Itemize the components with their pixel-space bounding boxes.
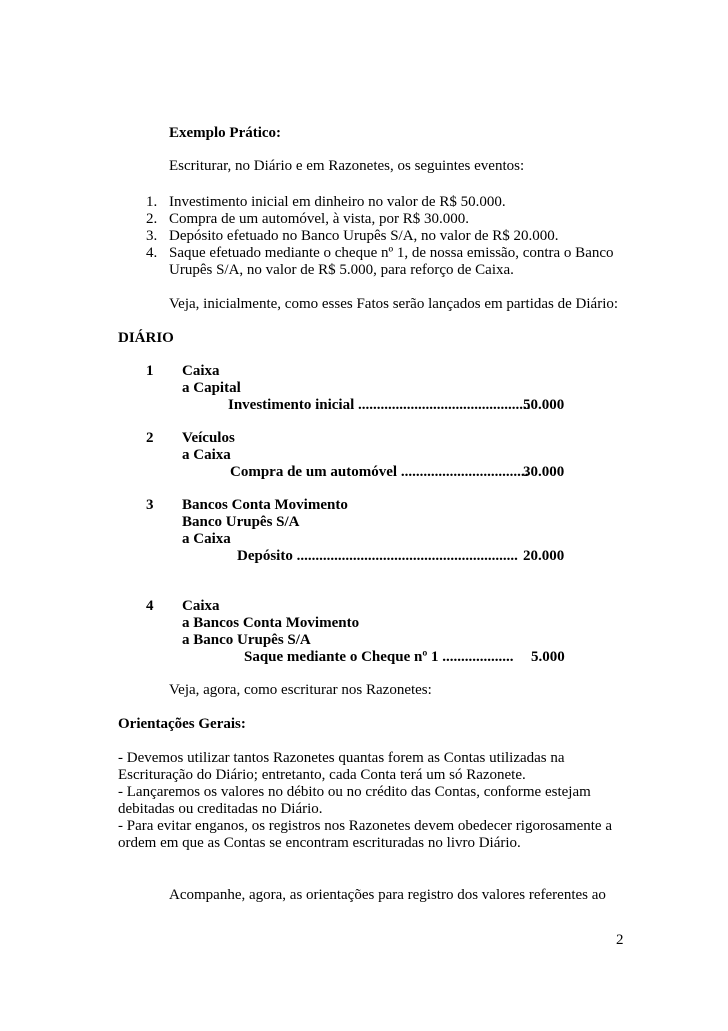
event-text: Compra de um automóvel, à vista, por R$ 30.000. [169, 211, 469, 227]
entry-debit-account: Caixa [182, 363, 220, 379]
entry-debit-subaccount: Banco Urupês S/A [182, 514, 300, 530]
entry-history: Compra de um automóvel .................................. [230, 464, 529, 480]
orientacoes-line: - Lançaremos os valores no débito ou no crédito das Contas, conforme estejam [118, 784, 591, 800]
entry-credit-account: a Caixa [182, 531, 231, 547]
event-number: 4. [146, 245, 158, 261]
event-number: 3. [146, 228, 158, 244]
event-text-continued: Urupês S/A, no valor de R$ 5.000, para reforço de Caixa. [169, 262, 514, 278]
instruction-text: Escriturar, no Diário e em Razonetes, os seguintes eventos: [169, 158, 525, 174]
entry-debit-account: Caixa [182, 598, 220, 614]
event-number: 1. [146, 194, 158, 210]
razonetes-intro-text: Veja, agora, como escriturar nos Razonetes: [169, 682, 432, 698]
entry-number: 1 [146, 363, 154, 379]
entry-history: Investimento inicial .............................................. [228, 397, 531, 413]
entry-credit-subaccount: a Banco Urupês S/A [182, 632, 311, 648]
orientacoes-line: - Devemos utilizar tantos Razonetes quantas forem as Contas utilizadas na [118, 750, 565, 766]
entry-credit-account: a Capital [182, 380, 241, 396]
event-number: 2. [146, 211, 158, 227]
orientacoes-line: - Para evitar enganos, os registros nos Razonetes devem obedecer rigorosamente a [118, 818, 612, 834]
see-initially-text: Veja, inicialmente, como esses Fatos serão lançados em partidas de Diário: [169, 296, 619, 312]
acompanhe-text: Acompanhe, agora, as orientações para registro dos valores referentes ao [169, 887, 606, 903]
entry-value: 30.000 [523, 464, 565, 480]
entry-credit-account: a Bancos Conta Movimento [182, 615, 360, 631]
orientacoes-line: ordem em que as Contas se encontram escrituradas no livro Diário. [118, 835, 521, 851]
entry-number: 2 [146, 430, 154, 446]
event-text: Depósito efetuado no Banco Urupês S/A, no valor de R$ 20.000. [169, 228, 559, 244]
page-number: 2 [616, 932, 624, 948]
event-text: Saque efetuado mediante o cheque nº 1, de nossa emissão, contra o Banco [169, 245, 614, 261]
entry-value: 50.000 [523, 397, 565, 413]
entry-credit-account: a Caixa [182, 447, 231, 463]
entry-number: 3 [146, 497, 154, 513]
entry-value: 5.000 [531, 649, 565, 665]
entry-debit-account: Veículos [182, 430, 235, 446]
orientacoes-line: Escrituração do Diário; entretanto, cada Conta terá um só Razonete. [118, 767, 526, 783]
entry-debit-account: Bancos Conta Movimento [182, 497, 348, 513]
entry-value: 20.000 [523, 548, 565, 564]
diario-title: DIÁRIO [118, 330, 174, 346]
entry-number: 4 [146, 598, 154, 614]
orientacoes-title: Orientações Gerais: [118, 716, 246, 732]
orientacoes-line: debitadas ou creditadas no Diário. [118, 801, 323, 817]
entry-history: Depósito ........................................................... [237, 548, 518, 564]
entry-history: Saque mediante o Cheque nº 1 ................... [244, 649, 514, 665]
event-text: Investimento inicial em dinheiro no valor de R$ 50.000. [169, 194, 506, 210]
example-heading: Exemplo Prático: [169, 125, 282, 141]
